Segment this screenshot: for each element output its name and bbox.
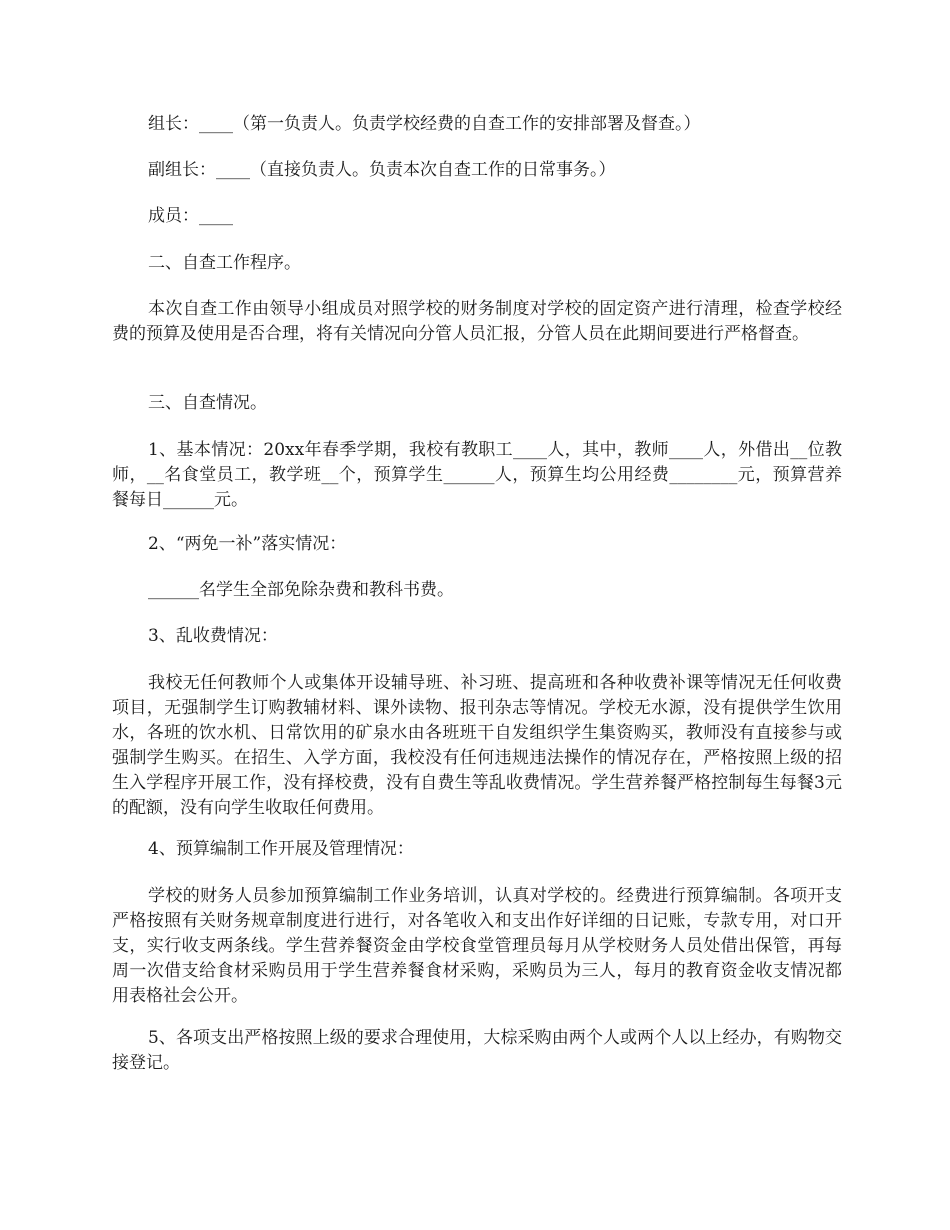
paragraph-team-leader: 组长：____（第一负责人。负责学校经费的自查工作的安排部署及督查。） [148,114,701,134]
section-heading-procedure: 二、自查工作程序。 [148,253,301,273]
paragraph-basic-info: 1、基本情况：20xx年春季学期，我校有教职工____人，其中，教师____人，外借出__位教师，__名食堂员工，教学班__个，预算学生______人，预算生均公用经费________元，预算营养餐每日______元。 [112,440,842,510]
paragraph-deputy-leader: 副组长：____（直接负责人。负责本次自查工作的日常事务。） [148,160,616,180]
section-heading-status: 三、自查情况。 [148,393,267,413]
paragraph-procedure: 本次自查工作由领导小组成员对照学校的财务制度对学校的固定资产进行清理，检查学校经费的预算及使用是否合理，将有关情况向分管人员汇报，分管人员在此期间要进行严格督查。 [112,299,842,344]
heading-fees: 3、乱收费情况： [148,626,278,646]
paragraph-expenditure: 5、各项支出严格按照上级的要求合理使用，大棕采购由两个人或两个人以上经办，有购物交接登记。 [112,1028,842,1073]
heading-two-exemptions: 2、“两免一补”落实情况： [148,534,347,554]
paragraph-members: 成员：____ [148,206,233,226]
heading-budget: 4、预算编制工作开展及管理情况： [148,839,414,859]
paragraph-budget: 学校的财务人员参加预算编制工作业务培训，认真对学校的。经费进行预算编制。各项开支严格按照有关财务规章制度进行进行，对各笔收入和支出作好详细的日记账，专款专用，对口开支，实行收支两条线。学生营养餐资金由学校食堂管理员每月从学校财务人员处借出保管，再每周一次借支给食材采购员用于学生营养餐食材采购，采购员为三人，每月的教育资金收支情况都用表格社会公开。 [112,886,842,1006]
paragraph-exemptions: ______名学生全部免除杂费和教科书费。 [148,580,454,600]
paragraph-fees: 我校无任何教师个人或集体开设辅导班、补习班、提高班和各种收费补课等情况无任何收费项目，无强制学生订购教辅材料、课外读物、报刊杂志等情况。学校无水源，没有提供学生饮用水，各班的饮水机、日常饮用的矿泉水由各班班干自发组织学生集资购买，教师没有直接参与或强制学生购买。在招生、入学方面，我校没有任何违规违法操作的情况存在，严格按照上级的招生入学程序开展工作，没有择校费，没有自费生等乱收费情况。学生营养餐严格控制每生每餐3元的配额，没有向学生收取任何费用。 [112,673,842,818]
